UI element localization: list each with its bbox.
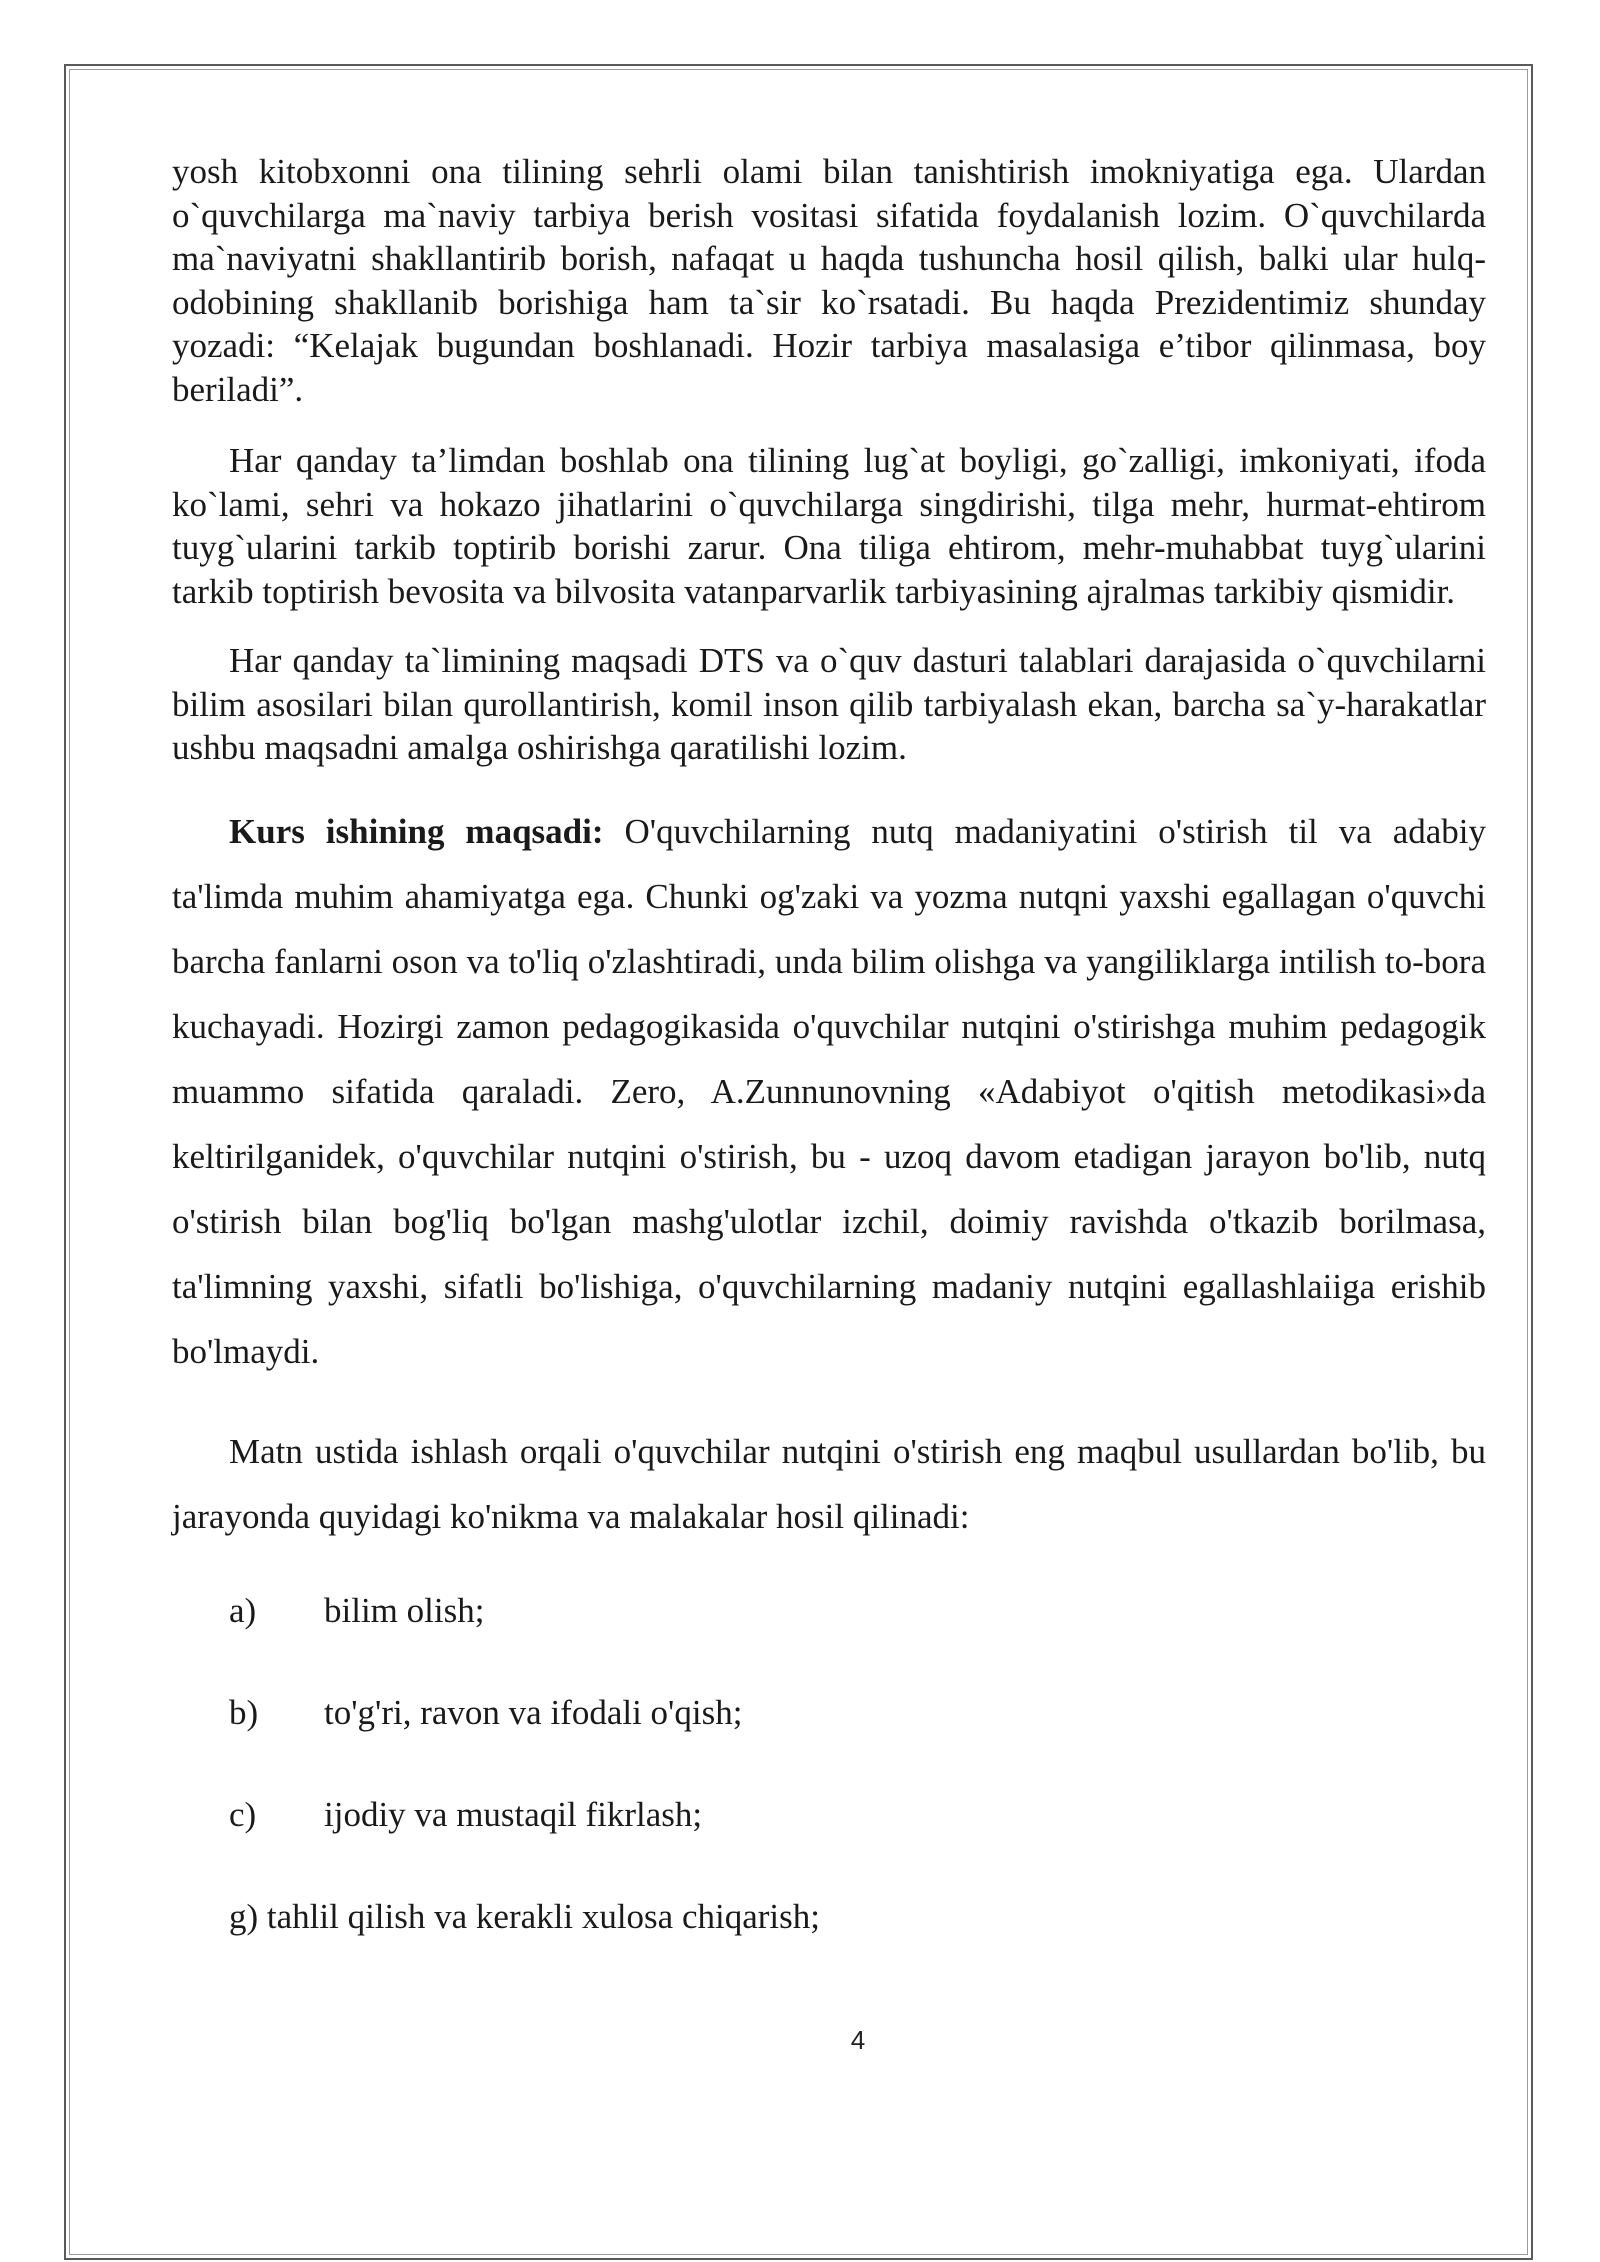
page-number: 4	[850, 2025, 866, 2055]
list-item-last: g) tahlil qilish va kerakli xulosa chiqarish;	[229, 1896, 820, 1936]
list-item	[172, 1793, 1486, 1895]
list-item	[172, 1691, 1486, 1793]
paragraph-5: Matn ustida ishlash orqali o'quvchilar nutqini o'stirish eng maqbul usullardan bo'lib, bu jarayonda quyidagi ko'nikma va malakalar hosil qilinadi:	[172, 1431, 1486, 1536]
list-item	[172, 1589, 1486, 1691]
paragraph-3: Har qanday ta`limining maqsadi DTS va o`quv dasturi talablari darajasida o`quvchilarni bilim asosilari bilan qurollantirish, komil inson qilib tarbiyalash ekan, barcha sa`y-harakatlar ushbu maqsadni amalga oshirishga qaratilishi lozim.	[172, 641, 1486, 767]
list-item-text: ijodiy va mustaqil fikrlash;	[324, 1794, 703, 1834]
document-body	[172, 150, 1486, 1938]
list-item-text: bilim olish;	[324, 1590, 485, 1630]
skills-list	[172, 1589, 1486, 1939]
section-heading: Kurs ishining maqsadi:	[229, 811, 604, 851]
list-marker: c)	[229, 1794, 257, 1834]
paragraph-1: yosh kitobxonni ona tilining sehrli olami bilan tanishtirish imokniyatiga ega. Ulardan o`quvchilarga ma`naviy tarbiya berish vositasi sifatida foydalanish lozim. O`quvchilarda ma`naviyatni shakllantirib borish, nafaqat u haqda tushuncha hosil qilish, balki ular hulq-odobining shakllanib borishiga ham ta`sir ko`rsatadi. Bu haqda Prezidentimiz shunday yozadi: “Kelajak bugundan boshlanadi. Hozir tarbiya masalasiga e’tibor qilinmasa, boy beriladi”.	[172, 152, 1486, 409]
paragraph-2: Har qanday ta’limdan boshlab ona tilining lug`at boyligi, go`zalligi, imkoniyati, ifoda ko`lami, sehri va hokazo jihatlarini o`quvchilarga singdirishi, tilga mehr, hurmat-ehtirom tuyg`ularini tarkib toptirib borishi zarur. Ona tiliga ehtirom, mehr-muhabbat tuyg`ularini tarkib toptirish bevosita va bilvosita vatanparvarlik tarbiyasining ajralmas tarkibiy qismidir.	[172, 441, 1486, 611]
paragraph-4	[172, 799, 1486, 1384]
list-item-text: to'g'ri, ravon va ifodali o'qish;	[324, 1692, 743, 1732]
paragraph-4-body: O'quvchilarning nutq madaniyatini o'stirish til va adabiy ta'limda muhim ahamiyatga ega. Chunki og'zaki va yozma nutqni yaxshi egallagan o'quvchi barcha fanlarni oson va to'liq o'zlashtiradi, unda bilim olishga va yangiliklarga intilish to-bora kuchayadi. Hozirgi zamon pedagogikasida o'quvchilar nutqini o'stirishga muhim pedagogik muammo sifatida qaraladi. Zero, A.Zunnunovning «Adabiyot o'qitish metodikasi»da keltirilganidek, o'quvchilar nutqini o'stirish, bu - uzoq davom etadigan jarayon bo'lib, nutq o'stirish bilan bog'liq bo'lgan mashg'ulotlar izchil, doimiy ravishda o'tkazib borilmasa, ta'limning yaxshi, sifatli bo'lishiga, o'quvchilarning madaniy nutqini egallashlaiiga erishib bo'lmaydi.	[172, 811, 1486, 1371]
list-marker: a)	[229, 1590, 257, 1630]
list-marker: b)	[229, 1692, 259, 1732]
